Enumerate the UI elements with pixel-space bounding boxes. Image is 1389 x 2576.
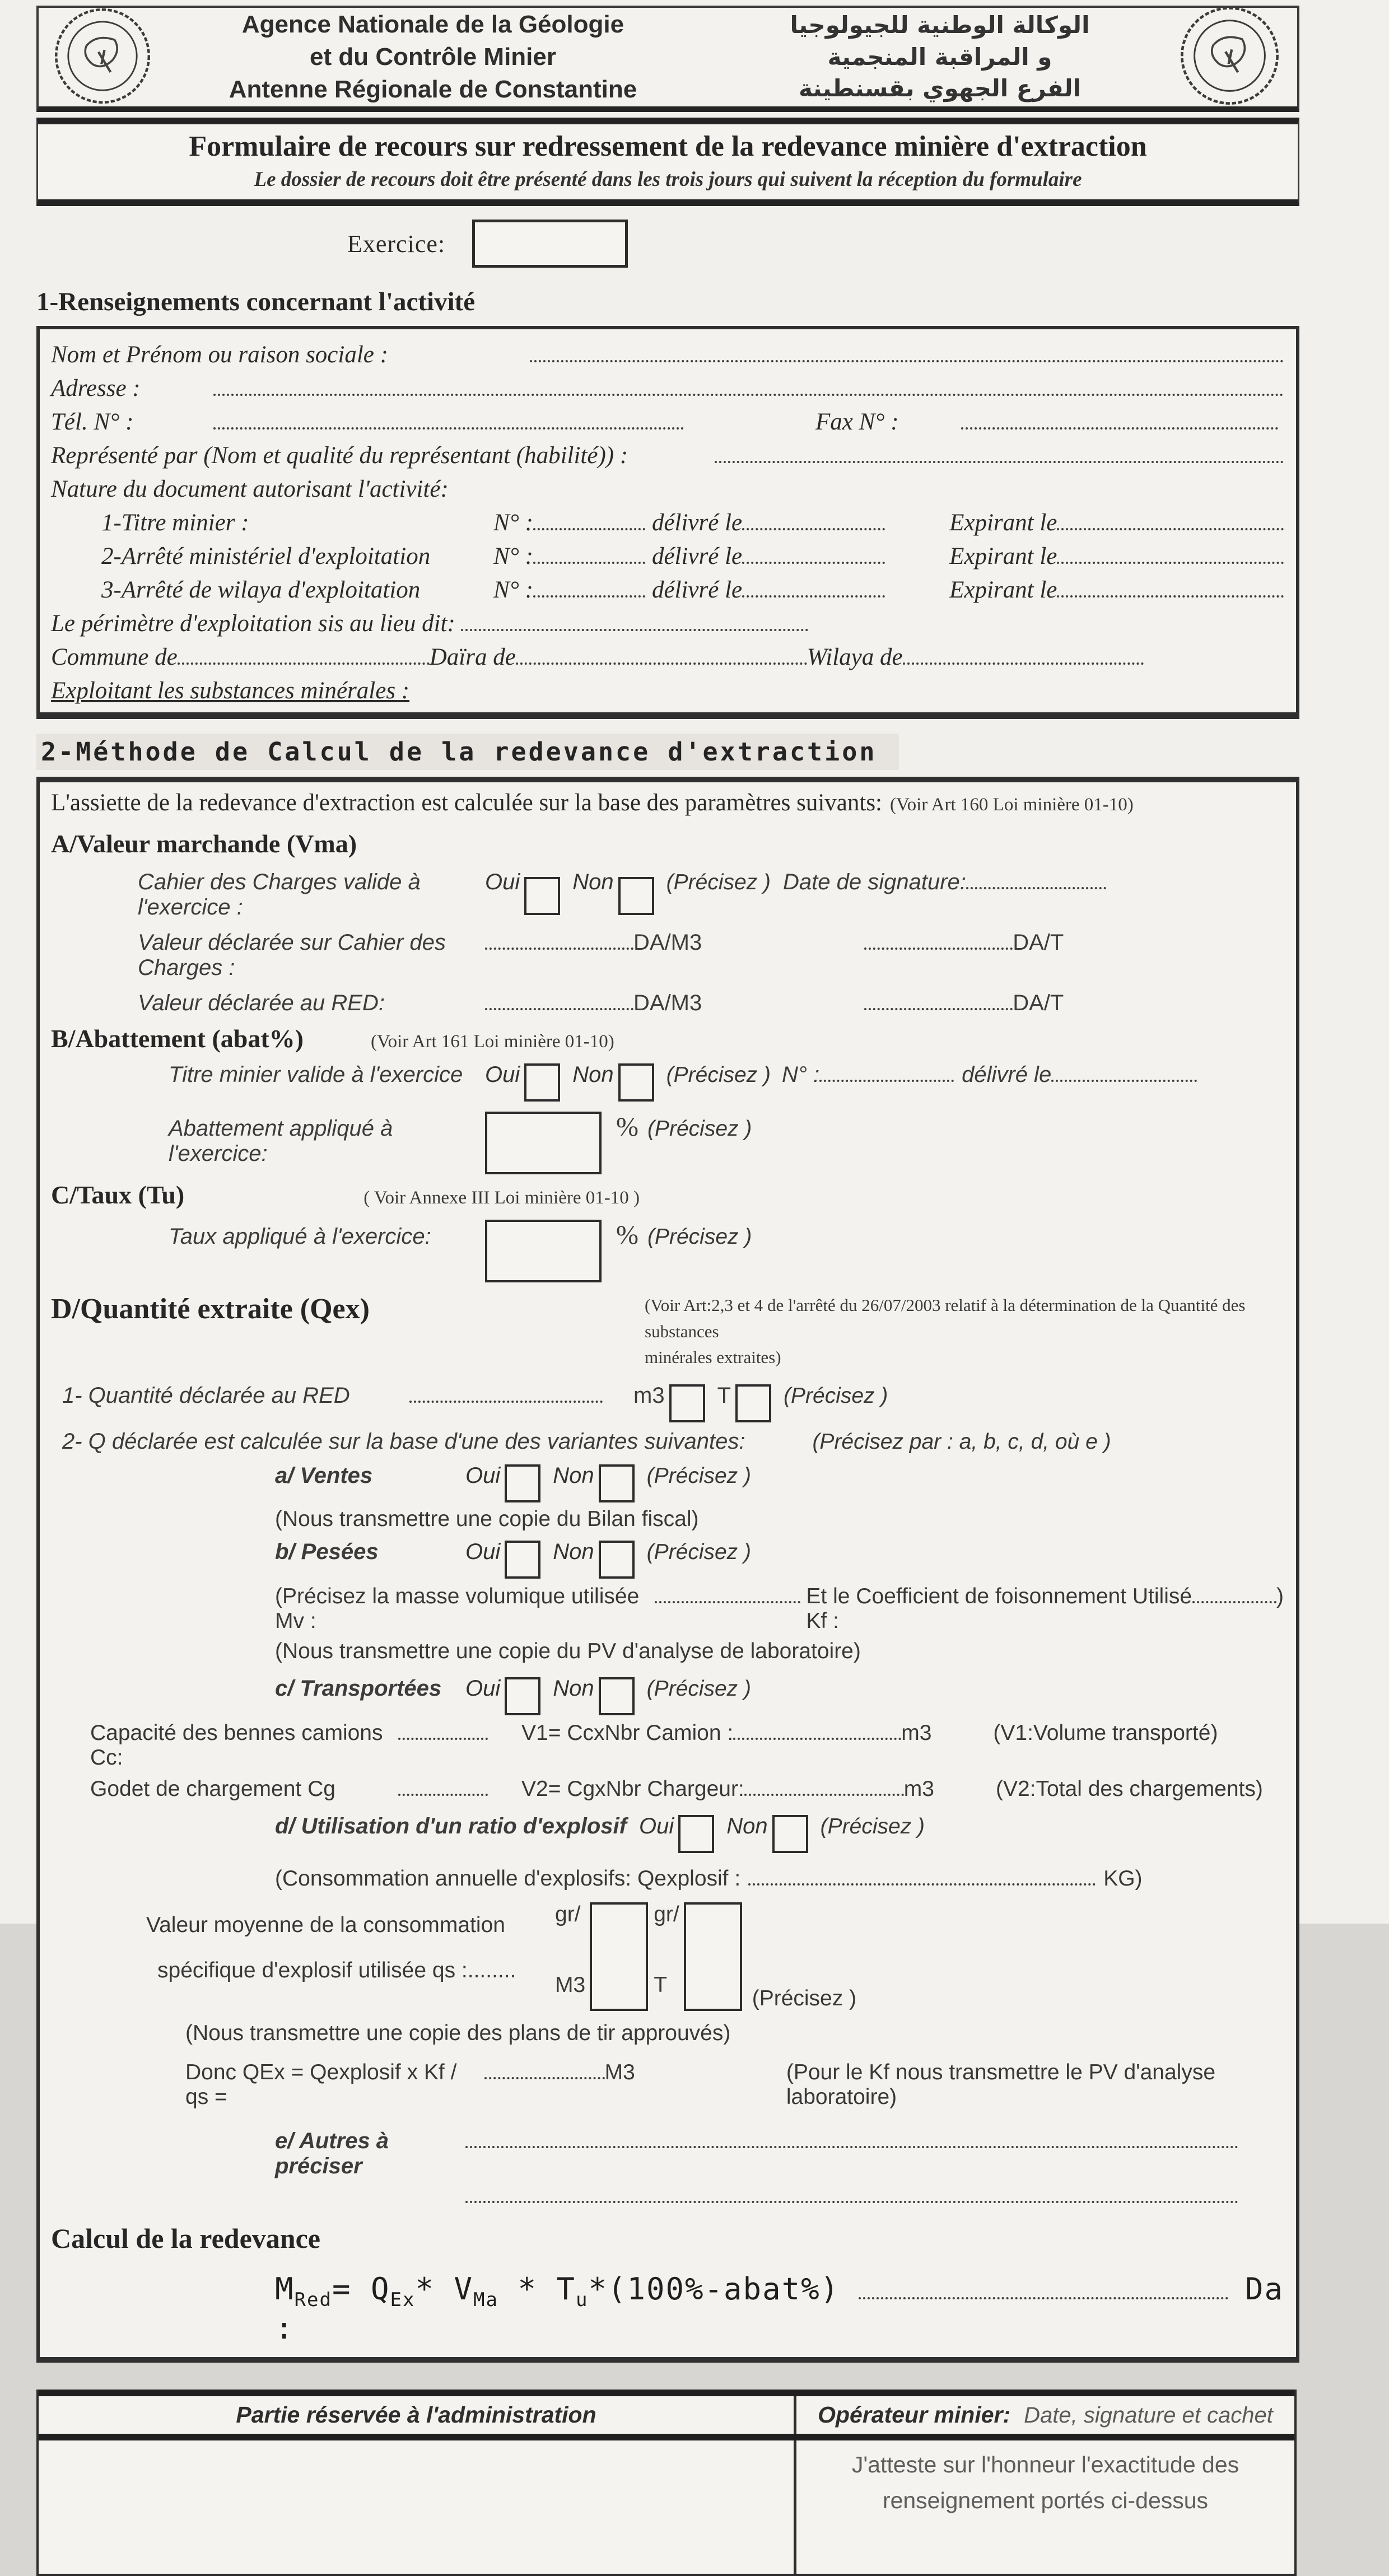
quantite-t-checkbox[interactable] [735, 1384, 771, 1422]
v2-fill[interactable] [744, 1789, 904, 1796]
doc-wilaya-decree-label: 3-Arrêté de wilaya d'exploitation [101, 577, 421, 603]
doc2-issued-fill[interactable] [742, 557, 885, 564]
consommation-fill[interactable] [748, 1878, 1096, 1886]
formula-result-fill[interactable] [859, 2292, 1228, 2299]
phone-label: Tél. N° : [51, 409, 134, 435]
v1-fill[interactable] [733, 1733, 901, 1740]
pesees-non-label: Non [553, 1539, 594, 1564]
exercice-input-box[interactable] [472, 220, 628, 268]
operator-label: Opérateur minier: [818, 2402, 1011, 2428]
v1-unit: m3 [901, 1720, 932, 1745]
cahier-precisez-label: (Précisez ) [666, 870, 771, 894]
doc3-issued-fill[interactable] [742, 590, 885, 598]
date-signature-fill[interactable] [966, 882, 1106, 889]
trans-oui-label: Oui [465, 1676, 501, 1701]
capacite-bennes-label: Capacité des bennes camions Cc: [90, 1720, 383, 1770]
valeur-red-t-fill[interactable] [864, 1003, 1013, 1010]
taux-pct-label: % [616, 1220, 638, 1250]
abattement-label: Abattement appliqué à l'exercice: [169, 1116, 393, 1166]
quantite-precisez-label: (Précisez ) [784, 1383, 888, 1408]
taux-label: Taux appliqué à l'exercice: [169, 1224, 431, 1249]
qs-t-input-box[interactable] [684, 1902, 742, 2011]
doc-mining-title-label: 1-Titre minier : [101, 510, 249, 536]
doc2-number-label: N° : [493, 543, 533, 570]
gr-label-1: gr/ [555, 1902, 581, 1926]
quantite-m3-checkbox[interactable] [669, 1384, 705, 1422]
valeur-cc-m3-unit: DA/M3 [633, 930, 702, 955]
titre-oui-label: Oui [485, 1062, 520, 1087]
doc1-expiry-label: Expirant le [949, 510, 1057, 536]
ratio-non-checkbox[interactable] [772, 1815, 808, 1853]
pesees-note-close: ) [1276, 1584, 1284, 1608]
sectionB-heading: B/Abattement (abat%) [51, 1024, 304, 1053]
variante-transportees-label: c/ Transportées [275, 1676, 442, 1701]
admin-section-header: Partie réservée à l'administration [39, 2396, 796, 2434]
v2-unit: m3 [903, 1776, 934, 1801]
consommation-label: (Consommation annuelle d'explosifs: Qexplosif : [275, 1866, 741, 1891]
formula-q: = Q [332, 2271, 390, 2307]
pesees-mv-label: (Précisez la masse volumique utilisée Mv : [275, 1584, 640, 1633]
ventes-oui-checkbox[interactable] [505, 1464, 540, 1502]
operator-section-header [796, 2396, 1294, 2434]
calcul-heading: Calcul de la redevance [51, 2222, 320, 2254]
trans-non-checkbox[interactable] [599, 1677, 635, 1715]
t-unit-label: T [654, 1972, 668, 1997]
pesees-kf-fill[interactable] [1192, 1596, 1276, 1603]
agency-name-ar [707, 10, 1172, 105]
footer-header-row [39, 2390, 1294, 2440]
pesees-pv-note: (Nous transmettre une copie du PV d'analyse de laboratoire) [275, 1639, 861, 1663]
agency-name-fr [159, 8, 707, 106]
doc2-expiry-label: Expirant le [949, 543, 1057, 570]
agency-name-ar-line3: الفرع الجهوي بقسنطينة [799, 74, 1081, 102]
trans-precisez-label: (Précisez ) [646, 1676, 751, 1701]
phone-fill-line[interactable] [213, 422, 684, 430]
variante-autres-label: e/ Autres à préciser [275, 2128, 389, 2178]
valeur-red-t-unit: DA/T [1013, 991, 1064, 1015]
attestation-line2: renseignement portés ci-dessus [882, 2487, 1209, 2513]
ventes-oui-label: Oui [465, 1463, 501, 1488]
perimeter-fill-line[interactable] [461, 624, 808, 631]
v2-label: V2= CgxNbr Chargeur: [521, 1776, 744, 1801]
m3-unit-label: M3 [555, 1972, 586, 1997]
valeur-red-m3-unit: DA/M3 [633, 991, 702, 1015]
valeur-red-m3-fill[interactable] [485, 1003, 633, 1010]
formula-t-sub: u [575, 2288, 589, 2311]
cahier-charges-label: Cahier des Charges valide à l'exercice : [138, 870, 421, 920]
agency-name-ar-line1: الوكالة الوطنية للجيولوجيا [790, 11, 1090, 39]
variante-ratio-explosif-label: d/ Utilisation d'un ratio d'explosif [275, 1813, 627, 1838]
wilaya-label: Wilaya de [807, 644, 903, 670]
header [36, 6, 1299, 112]
trans-oui-checkbox[interactable] [505, 1677, 540, 1715]
titre-num-fill[interactable] [819, 1075, 954, 1082]
titre-delivre-fill[interactable] [1051, 1075, 1197, 1082]
commune-fill[interactable] [178, 657, 430, 665]
admin-empty-cell[interactable] [39, 2440, 796, 2574]
ventes-note: (Nous transmettre une copie du Bilan fiscal) [275, 1506, 699, 1531]
pesees-mv-fill[interactable] [655, 1596, 800, 1603]
titre-precisez-label: (Précisez ) [666, 1063, 771, 1087]
godet-label: Godet de chargement Cg [90, 1776, 335, 1801]
valeur-red-label: Valeur déclarée au RED: [138, 991, 385, 1015]
titre-delivre-label: délivré le [962, 1062, 1052, 1087]
address-fill-line[interactable] [213, 389, 1284, 396]
doc-ministerial-decree-label: 2-Arrêté ministériel d'exploitation [101, 543, 431, 570]
base-intro-text: L'assiette de la redevance d'extraction est calculée sur la base des paramètres suivants: [51, 790, 883, 816]
agency-name-ar-line2: و المراقبة المنجمية [827, 43, 1052, 71]
fax-label: Fax N° : [815, 409, 899, 435]
ratio-precisez-label: (Précisez ) [820, 1814, 925, 1838]
sectionC-ref: ( Voir Annexe III Loi minière 01-10 ) [363, 1188, 640, 1208]
doc3-issued-label: délivré le [651, 577, 743, 603]
taux-input-box[interactable] [485, 1220, 602, 1282]
consommation-kg-label: KG) [1103, 1866, 1143, 1891]
wilaya-fill[interactable] [903, 657, 1144, 665]
footer-table [36, 2390, 1297, 2576]
pesees-precisez-label: (Précisez ) [646, 1539, 751, 1564]
section2-box [36, 777, 1299, 2363]
perimeter-label: Le périmètre d'exploitation sis au lieu dit: [51, 610, 455, 637]
quantite-m3-label: m3 [633, 1383, 665, 1408]
trans-non-label: Non [553, 1676, 594, 1701]
doc3-expiry-fill[interactable] [1057, 590, 1284, 598]
pesees-non-checkbox[interactable] [599, 1541, 635, 1579]
attestation-line1: J'atteste sur l'honneur l'exactitude des [851, 2452, 1239, 2478]
autres-fill-line2[interactable] [465, 2196, 1238, 2203]
doc2-expiry-fill[interactable] [1057, 557, 1284, 564]
daira-label: Daïra de [429, 644, 516, 670]
representative-label: Représenté par (Nom et qualité du représentant (habilité)) : [51, 442, 628, 469]
operator-attestation-cell[interactable] [796, 2440, 1294, 2574]
sectionB-ref: (Voir Art 161 Loi minière 01-10) [371, 1032, 614, 1052]
autres-fill-line1[interactable] [465, 2141, 1238, 2148]
sectionD-heading: D/Quantité extraite (Qex) [51, 1293, 370, 1325]
pesees-kf-label: Et le Coefficient de foisonnement Utilisé Kf : [806, 1584, 1192, 1633]
name-label: Nom et Prénom ou raison sociale : [51, 342, 388, 368]
gr-t-unit-labels [654, 1902, 679, 1998]
doc1-issued-label: délivré le [651, 510, 743, 536]
ratio-oui-label: Oui [639, 1813, 674, 1838]
section2-heading: 2-Méthode de Calcul de la redevance d'extraction [36, 734, 899, 770]
formula-unit: Da [1244, 2271, 1284, 2307]
agency-seal-right-icon [1178, 4, 1281, 110]
doc1-number-label: N° : [493, 510, 533, 536]
titre-oui-checkbox[interactable] [524, 1063, 560, 1102]
titre-minier-valide-label: Titre minier valide à l'exercice [169, 1062, 463, 1087]
gr-label-2: gr/ [654, 1902, 679, 1926]
form-title: Formulaire de recours sur redressement de la redevance minière d'extraction [189, 130, 1147, 162]
v2-note: (V2:Total des chargements) [995, 1776, 1263, 1801]
v1-label: V1= CcxNbr Camion : [521, 1720, 734, 1745]
agency-name-line2: et du Contrôle Minier [310, 43, 556, 71]
section1-box [36, 326, 1299, 719]
section1-heading: 1-Renseignements concernant l'activité [36, 287, 476, 316]
quantite-t-label: T [717, 1383, 731, 1408]
ventes-non-checkbox[interactable] [599, 1464, 635, 1502]
form-title-box [36, 118, 1299, 206]
titre-non-label: Non [572, 1062, 614, 1087]
valeur-moyenne-line1: Valeur moyenne de la consommation [146, 1912, 505, 1937]
donc-qex-fill[interactable] [484, 2072, 605, 2079]
valeur-cc-label: Valeur déclarée sur Cahier des Charges : [138, 930, 446, 980]
quantite-red-label: 1- Quantité déclarée au RED [62, 1383, 350, 1408]
sectionC-heading: C/Taux (Tu) [51, 1180, 185, 1209]
address-label: Adresse : [51, 375, 141, 402]
formula-m: M [275, 2271, 295, 2307]
cahier-oui-label: Oui [485, 870, 520, 894]
formula-m-sub: Red [294, 2288, 332, 2311]
ventes-precisez-label: (Précisez ) [646, 1463, 751, 1488]
doc2-issued-label: délivré le [651, 543, 743, 570]
titre-non-checkbox[interactable] [618, 1063, 654, 1102]
ratio-non-label: Non [726, 1813, 768, 1838]
plans-tir-note: (Nous transmettre une copie des plans de tir approuvés) [185, 2020, 731, 2045]
cahier-non-label: Non [572, 870, 614, 894]
doc3-number-label: N° : [493, 577, 533, 603]
minerals-label: Exploitant les substances minérales : [51, 678, 410, 704]
document-nature-label: Nature du document autorisant l'activité: [51, 476, 449, 502]
valeur-cc-t-unit: DA/T [1013, 930, 1064, 955]
formula-q-sub: Ex [390, 2288, 416, 2311]
representative-fill-line[interactable] [715, 456, 1284, 463]
agency-seal-left-icon [52, 6, 153, 109]
godet-fill[interactable] [398, 1789, 488, 1796]
valeur-moyenne-label [51, 1902, 555, 1994]
abattement-pct-label: % [616, 1112, 638, 1142]
doc3-expiry-label: Expirant le [949, 577, 1057, 603]
valeur-cc-m3-fill[interactable] [485, 942, 633, 950]
abattement-input-box[interactable] [485, 1112, 602, 1174]
cahier-oui-checkbox[interactable] [524, 877, 560, 915]
sectionD-ref-line2: minérales extraites) [645, 1347, 781, 1367]
operator-sub-label: Date, signature et cachet [1024, 2403, 1273, 2428]
date-signature-label: Date de signature: [783, 870, 966, 894]
form-subtitle: Le dossier de recours doit être présenté dans les trois jours qui suivent la réception du formulaire [254, 168, 1082, 191]
sectionD-ref-line1: (Voir Art:2,3 et 4 de l'arrêté du 26/07/2003 relatif à la détermination de la Quantité des substances [645, 1295, 1246, 1341]
doc2-number-fill[interactable] [533, 557, 645, 564]
capacite-bennes-fill[interactable] [398, 1733, 488, 1740]
commune-label: Commune de [51, 644, 178, 670]
formula-v-sub: Ma [473, 2288, 498, 2311]
valeur-cc-t-fill[interactable] [864, 942, 1013, 950]
redevance-formula [275, 2271, 853, 2346]
ratio-oui-checkbox[interactable] [678, 1815, 714, 1853]
base-intro-ref: (Voir Art 160 Loi minière 01-10) [890, 795, 1134, 815]
formula-tail: *(100%-abat%) : [275, 2271, 840, 2346]
formula-v: * V [415, 2271, 473, 2307]
doc1-expiry-fill[interactable] [1057, 523, 1284, 530]
q-declaree-label: 2- Q déclarée est calculée sur la base d'une des variantes suivantes: [62, 1429, 745, 1454]
titre-num-label: N° : [782, 1062, 820, 1087]
pesees-oui-label: Oui [465, 1539, 501, 1564]
agency-name-line1: Agence Nationale de la Géologie [241, 10, 624, 38]
q-declaree-ref: (Précisez par : a, b, c, d, où e ) [812, 1429, 1111, 1454]
exercice-row [347, 220, 1389, 268]
sectionD-ref [645, 1292, 1284, 1371]
doc1-number-fill[interactable] [533, 523, 645, 530]
donc-qex-unit: M3 [604, 2060, 635, 2084]
donc-kf-note: (Pour le Kf nous transmettre le PV d'analyse laboratoire) [786, 2060, 1216, 2109]
formula-t: * T [498, 2271, 576, 2307]
sectionA-heading: A/Valeur marchande (Vma) [51, 829, 357, 858]
agency-name-line3: Antenne Régionale de Constantine [229, 76, 637, 104]
valeur-moyenne-line2: spécifique d'explosif utilisée qs :........ [157, 1958, 516, 1983]
variante-ventes-label: a/ Ventes [275, 1463, 373, 1488]
cahier-non-checkbox[interactable] [618, 877, 654, 915]
quantite-red-fill[interactable] [409, 1396, 603, 1403]
fax-fill-line[interactable] [961, 422, 1278, 430]
variante-pesees-label: b/ Pesées [275, 1539, 379, 1564]
taux-precisez-label: (Précisez ) [647, 1225, 752, 1249]
daira-fill[interactable] [516, 657, 807, 665]
abattement-precisez-label: (Précisez ) [647, 1117, 752, 1141]
doc3-number-fill[interactable] [533, 590, 645, 598]
gr-m3-unit-labels [555, 1902, 585, 1998]
donc-qex-label: Donc QEx = Qexplosif x Kf / qs = [185, 2060, 457, 2109]
exercice-label: Exercice: [347, 230, 446, 258]
footer-body-row [39, 2440, 1294, 2574]
ventes-non-label: Non [553, 1463, 594, 1488]
qs-precisez-label: (Précisez ) [752, 1986, 857, 2010]
qs-m3-input-box[interactable] [590, 1902, 648, 2011]
pesees-oui-checkbox[interactable] [505, 1541, 540, 1579]
v1-note: (V1:Volume transporté) [993, 1720, 1218, 1745]
doc1-issued-fill[interactable] [742, 523, 885, 530]
name-fill-line[interactable] [530, 355, 1284, 362]
